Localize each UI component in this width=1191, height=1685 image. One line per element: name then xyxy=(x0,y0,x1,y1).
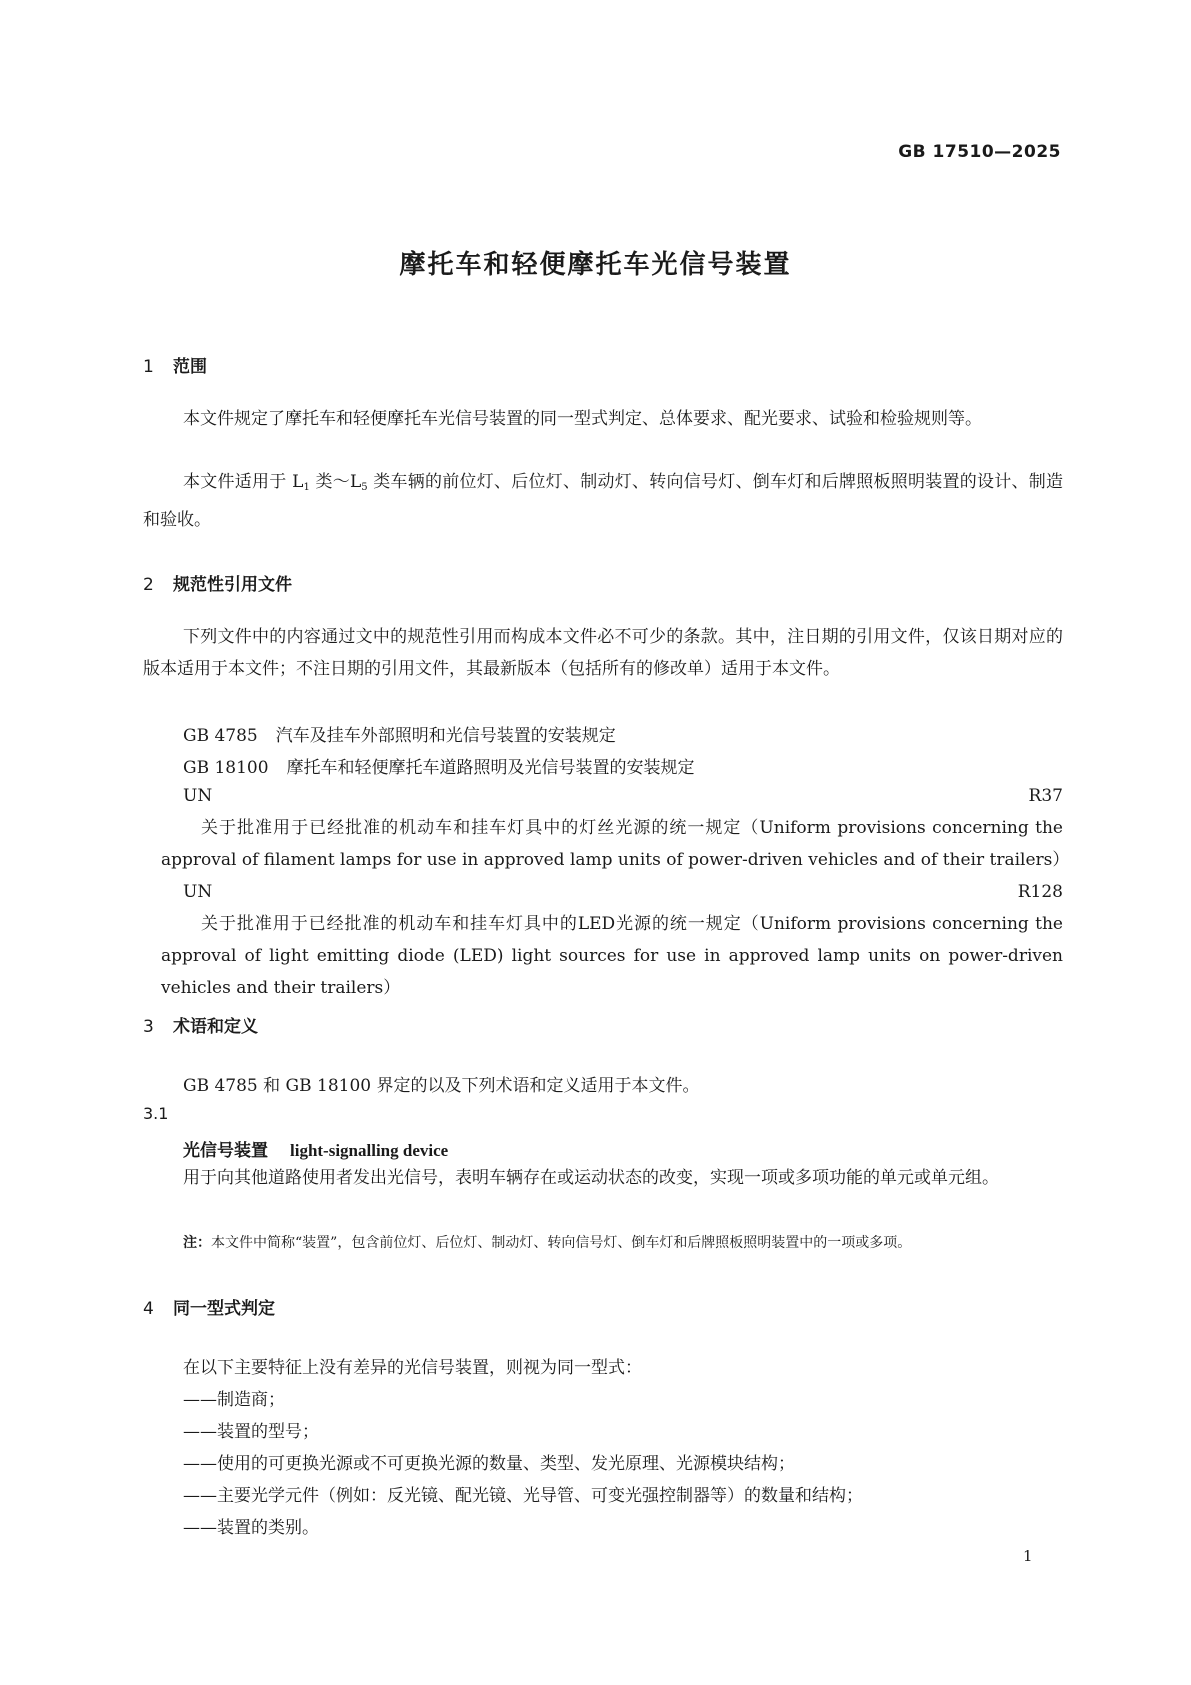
subscript: 1 xyxy=(303,482,310,493)
reference-title: 汽车及挂车外部照明和光信号装置的安装规定 xyxy=(275,726,616,746)
term-heading xyxy=(183,1136,448,1161)
section-1-heading xyxy=(143,352,207,377)
reference-item xyxy=(183,753,695,778)
normative-paragraph: 下列文件中的内容通过文中的规范性引用而构成本文件必不可少的条款。其中，注日期的引用文件，仅该日期对应的版本适用于本文件；不注日期的引用文件，其最新版本（包括所有的修改单）适用于本文件。 xyxy=(143,627,1063,679)
section-title: 范围 xyxy=(173,357,207,377)
reference-code: UN R128 xyxy=(183,882,1063,902)
reference-code: UN R37 xyxy=(183,786,1063,806)
reference-code: GB 18100 xyxy=(183,758,269,778)
scope-paragraph-2 xyxy=(143,466,1063,536)
document-title: 摩托车和轻便摩托车光信号装置 xyxy=(399,250,792,280)
scope-text: 类～L xyxy=(309,472,362,492)
section-2-heading xyxy=(143,570,292,595)
terms-intro: GB 4785 和 GB 18100 界定的以及下列术语和定义适用于本文件。 xyxy=(183,1076,700,1096)
section-4-heading xyxy=(143,1294,275,1319)
term-note xyxy=(183,1232,911,1252)
reference-item xyxy=(143,780,1070,876)
scope-paragraph-1: 本文件规定了摩托车和轻便摩托车光信号装置的同一型式判定、总体要求、配光要求、试验和检验规则等。 xyxy=(183,409,982,429)
term-en: light-signalling device xyxy=(290,1141,449,1160)
note-label: 注： xyxy=(183,1235,211,1251)
section-number: 2 xyxy=(143,575,154,595)
subscript: 5 xyxy=(361,482,368,493)
section-number: 1 xyxy=(143,357,154,377)
term-zh: 光信号装置 xyxy=(183,1141,268,1161)
note-text: 本文件中简称“装置”，包含前位灯、后位灯、制动灯、转向信号灯、倒车灯和后牌照板照明装置中的一项或多项。 xyxy=(211,1235,912,1251)
term-number: 3.1 xyxy=(143,1104,169,1123)
scope-text: 本文件适用于 L xyxy=(183,472,304,492)
reference-item xyxy=(143,876,1063,1004)
reference-title: 关于批准用于已经批准的机动车和挂车灯具中的灯丝光源的统一规定（Uniform provisions concerning the approval of filament lamps for use in approved lamp units of power-driven vehicles and of their trailers） xyxy=(161,818,1070,870)
section-title: 同一型式判定 xyxy=(173,1299,275,1319)
type-intro: 在以下主要特征上没有差异的光信号装置，则视为同一型式： xyxy=(183,1358,642,1378)
list-item: ——主要光学元件（例如：反光镜、配光镜、光导管、可变光强控制器等）的数量和结构； xyxy=(183,1486,863,1506)
term-definition: 用于向其他道路使用者发出光信号，表明车辆存在或运动状态的改变，实现一项或多项功能的单元或单元组。 xyxy=(183,1168,999,1188)
section-number: 3 xyxy=(143,1017,154,1037)
reference-code: GB 4785 xyxy=(183,726,258,746)
list-item: ——装置的类别。 xyxy=(183,1518,319,1538)
section-number: 4 xyxy=(143,1299,154,1319)
section-title: 术语和定义 xyxy=(173,1017,258,1037)
page-number: 1 xyxy=(1023,1547,1033,1565)
reference-title: 关于批准用于已经批准的机动车和挂车灯具中的LED光源的统一规定（Uniform provisions concerning the approval of light emitting diode (LED) light sources for use in approved lamp units on power-driven vehicles and their trailers） xyxy=(161,914,1063,998)
standard-code: GB 17510—2025 xyxy=(898,142,1061,162)
list-item: ——使用的可更换光源或不可更换光源的数量、类型、发光原理、光源模块结构； xyxy=(183,1454,795,1474)
reference-item xyxy=(183,721,616,746)
section-title: 规范性引用文件 xyxy=(173,575,292,595)
section-3-heading xyxy=(143,1012,258,1037)
list-item: ——制造商； xyxy=(183,1390,285,1410)
scope-text: 类车辆的前位灯、后位灯、制动灯、转向信号灯、倒车灯和后牌照板照明装置的设计、制造和验收。 xyxy=(143,472,1063,530)
list-item: ——装置的型号； xyxy=(183,1422,319,1442)
reference-title: 摩托车和轻便摩托车道路照明及光信号装置的安装规定 xyxy=(286,758,695,778)
